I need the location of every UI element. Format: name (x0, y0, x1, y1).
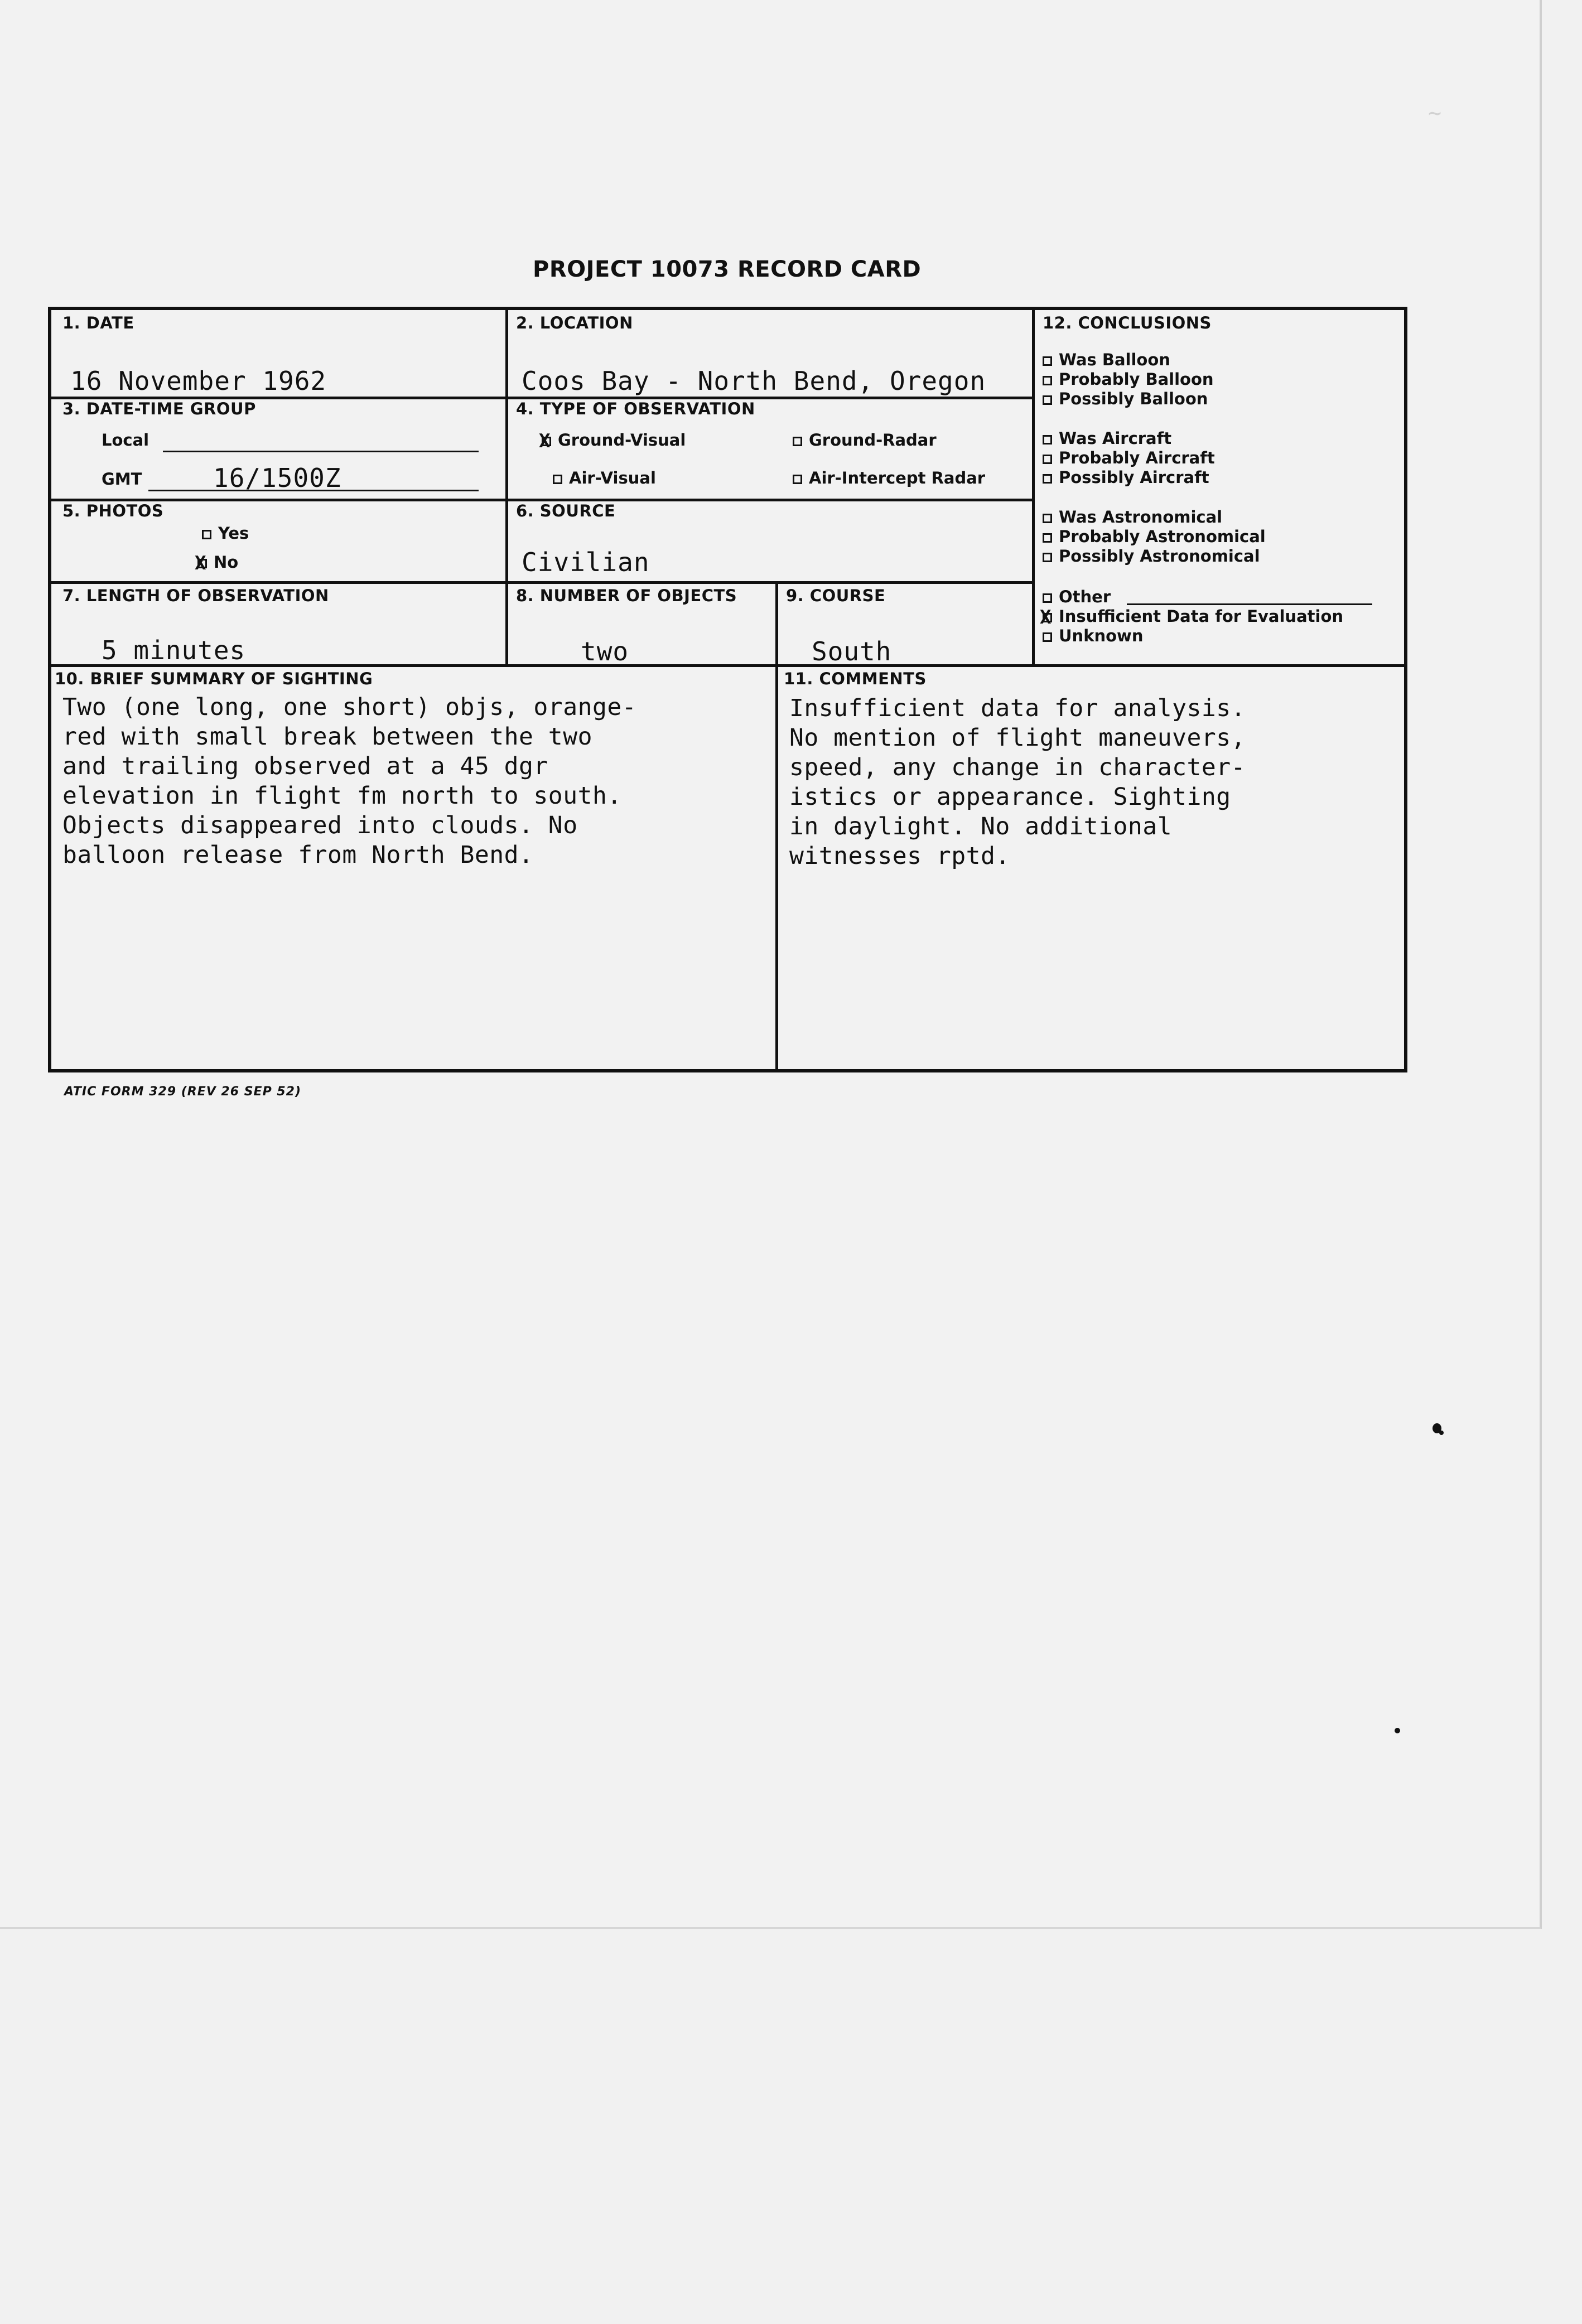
comment-line: speed, any change in character- (789, 753, 1246, 781)
date-cell (51, 310, 505, 399)
local-time-label: Local (102, 431, 149, 450)
comment-line: witnesses rptd. (789, 842, 1010, 870)
checkbox-icon (197, 559, 207, 568)
conclusion-possibly-balloon: Possibly Balloon (1043, 389, 1208, 408)
comments-cell (775, 667, 1404, 1069)
course-label: 9. COURSE (786, 586, 886, 605)
length-of-observation-cell (51, 584, 505, 667)
conclusion-unknown: Unknown (1043, 626, 1144, 645)
option-photos-yes: Yes (202, 524, 249, 543)
photos-label: 5. PHOTOS (62, 501, 164, 520)
form-number: ATIC FORM 329 (REV 26 SEP 52) (64, 1085, 302, 1099)
conclusion-probably-aircraft: Probably Aircraft (1043, 448, 1215, 467)
comment-line: No mention of flight maneuvers, (789, 724, 1246, 752)
number-of-objects-label: 8. NUMBER OF OBJECTS (516, 586, 737, 605)
date-value: 16 November 1962 (70, 366, 327, 396)
comment-line: in daylight. No additional (789, 813, 1173, 840)
checkbox-icon (1043, 514, 1052, 523)
summary-line: balloon release from North Bend. (62, 841, 534, 869)
conclusions-label: 12. CONCLUSIONS (1043, 313, 1212, 332)
checkbox-icon (1043, 533, 1052, 543)
gmt-value: 16/1500Z (213, 463, 341, 493)
option-ground-radar: Ground-Radar (793, 431, 937, 450)
number-of-objects-cell (505, 584, 775, 667)
conclusion-probably-astronomical: Probably Astronomical (1043, 527, 1266, 546)
other-line (1127, 603, 1372, 605)
checkbox-icon (1043, 376, 1052, 385)
summary-line: elevation in flight fm north to south. (62, 782, 622, 810)
summary-line: and trailing observed at a 45 dgr (62, 752, 548, 780)
comment-line: Insufficient data for analysis. (789, 694, 1246, 722)
conclusion-was-balloon: Was Balloon (1043, 350, 1170, 369)
comment-line: istics or appearance. Sighting (789, 783, 1231, 811)
course-value: South (812, 636, 892, 666)
checkbox-icon (1043, 474, 1052, 484)
length-of-observation-label: 7. LENGTH OF OBSERVATION (62, 586, 329, 605)
comments-label: 11. COMMENTS (784, 669, 927, 688)
checkbox-icon (1043, 593, 1052, 603)
course-cell (775, 584, 1032, 667)
brief-summary-cell (51, 667, 775, 1069)
conclusions-cell (1032, 310, 1404, 667)
comments-text (789, 694, 1246, 871)
option-ground-visual: XGround-Visual (542, 431, 686, 450)
location-label: 2. LOCATION (516, 313, 633, 332)
checkbox-icon (1043, 435, 1052, 444)
length-of-observation-value: 5 minutes (102, 635, 246, 665)
option-air-intercept-radar: Air-Intercept Radar (793, 468, 985, 487)
conclusion-probably-balloon: Probably Balloon (1043, 370, 1214, 389)
checkbox-icon (1043, 632, 1052, 642)
conclusion-other: Other (1043, 587, 1111, 606)
option-photos-no: XNo (197, 553, 238, 572)
checkbox-icon (793, 475, 802, 484)
location-value: Coos Bay - North Bend, Oregon (522, 366, 986, 396)
conclusion-possibly-astronomical: Possibly Astronomical (1043, 547, 1260, 566)
summary-line: Objects disappeared into clouds. No (62, 811, 578, 839)
summary-line: Two (one long, one short) objs, orange- (62, 693, 637, 721)
card-title: PROJECT 10073 RECORD CARD (533, 257, 922, 282)
conclusion-possibly-aircraft: Possibly Aircraft (1043, 468, 1209, 487)
conclusion-was-aircraft: Was Aircraft (1043, 429, 1171, 448)
checkbox-icon (542, 437, 551, 446)
number-of-objects-value: two (581, 636, 629, 666)
bleed-through-mark: ~ (1428, 100, 1442, 126)
checkbox-icon (1043, 613, 1052, 622)
checkbox-icon (1043, 356, 1052, 366)
type-of-observation-label: 4. TYPE OF OBSERVATION (516, 399, 755, 418)
option-air-visual: Air-Visual (553, 468, 656, 487)
conclusion-insufficient-data: XInsufficient Data for Evaluation (1043, 607, 1343, 626)
source-cell (505, 501, 1032, 584)
date-label: 1. DATE (62, 313, 134, 332)
type-of-observation-cell (505, 399, 1032, 501)
source-value: Civilian (522, 547, 650, 577)
date-time-group-cell (51, 399, 505, 501)
source-label: 6. SOURCE (516, 501, 616, 520)
checkbox-icon (553, 475, 562, 484)
brief-summary-label: 10. BRIEF SUMMARY OF SIGHTING (55, 669, 373, 688)
conclusion-was-astronomical: Was Astronomical (1043, 508, 1222, 526)
checkbox-icon (793, 437, 802, 446)
checkbox-icon (202, 530, 211, 539)
checkbox-icon (1043, 553, 1052, 562)
brief-summary-text (62, 693, 636, 870)
local-time-line (163, 451, 479, 452)
checkbox-icon (1043, 395, 1052, 405)
film-speck (1395, 1728, 1400, 1733)
summary-line: red with small break between the two (62, 723, 592, 751)
gmt-label: GMT (102, 470, 142, 489)
photos-cell (51, 501, 505, 584)
record-card (48, 307, 1407, 1072)
checkbox-icon (1043, 455, 1052, 464)
film-speck (1439, 1431, 1444, 1435)
location-cell (505, 310, 1032, 399)
date-time-group-label: 3. DATE-TIME GROUP (62, 399, 256, 418)
